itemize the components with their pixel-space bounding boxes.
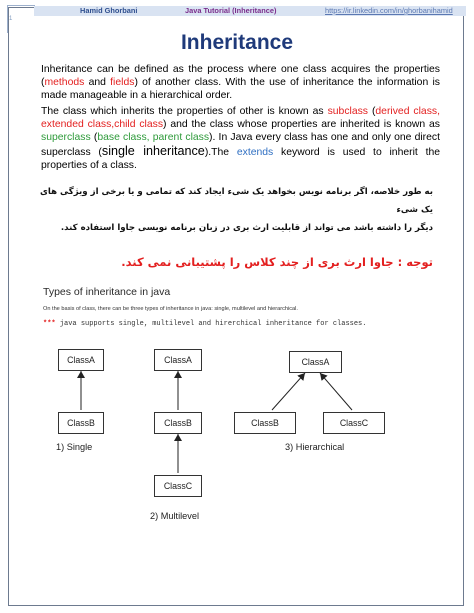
p2-subclass: subclass xyxy=(327,106,368,117)
farsi-line-2: دیگر را داشته باشد می تواند از قابلیت ارث بری در زبان برنامه نویسی جاوا استفاده کند. xyxy=(60,223,433,233)
single-class-a: ClassA xyxy=(58,349,104,371)
header-link[interactable]: https://ir.linkedin.com/in/ghorbanihamid xyxy=(325,6,453,15)
single-caption: 1) Single xyxy=(56,442,93,452)
diagram-description: On the basis of class, there can be three types of inheritance in java: single, multilevel and hierarchical. xyxy=(43,306,298,312)
p1-methods: methods xyxy=(44,77,85,89)
farsi-line-1: به طور خلاصه، اگر برنامه نویس بخواهد یک شیء ایجاد کند که تمامی و یا برخی از ویژگی های یک شیء xyxy=(39,187,433,215)
multilevel-class-b: ClassB xyxy=(154,412,202,434)
p1-fields: fields xyxy=(110,77,135,89)
note-text: java supports single, multilevel and hirerchical inheritance for classes. xyxy=(55,320,367,328)
page-title: Inheritance xyxy=(180,31,294,54)
p2-text-6: ).The xyxy=(204,146,237,158)
p1-text-3: ) of another class. With the use of inheritance the information is made manageable in a hierarchical order. xyxy=(41,77,440,102)
p1-text-1: Inheritance can be defined as the process where one class acquires the properties ( xyxy=(41,64,440,89)
page-number: 1 xyxy=(9,16,13,22)
hierarchical-caption: 3) Hierarchical xyxy=(285,442,345,452)
p2-text-3: ) and the class whose properties are inherited is known as xyxy=(163,119,440,131)
p2-text-1: The class which inherits the properties of other is known as xyxy=(41,106,328,117)
note-stars: *** xyxy=(43,320,56,328)
p2-superclass: superclass xyxy=(41,132,91,144)
header-title: Java Tutorial (Inheritance) xyxy=(185,6,277,15)
p2-text-4: ( xyxy=(90,132,98,144)
hierarchical-class-c: ClassC xyxy=(323,412,385,434)
multilevel-caption: 2) Multilevel xyxy=(150,511,200,521)
hierarchical-class-b: ClassB xyxy=(234,412,296,434)
p2-base: base class, parent class xyxy=(97,132,210,144)
p1-text-2: and xyxy=(84,77,111,89)
p2-derived: derived class, extended class,child class xyxy=(41,106,440,131)
hierarchical-arrow-left xyxy=(272,373,305,410)
multilevel-class-a: ClassA xyxy=(154,349,202,371)
single-class-b: ClassB xyxy=(58,412,104,434)
p2-text-5: ). In Java every class has one and only one direct superclass ( xyxy=(41,132,440,158)
p2-text-2: ( xyxy=(368,106,376,117)
farsi-note: توجه : جاوا ارث بری از چند کلاس را پشتیبانی نمی کند. xyxy=(121,255,433,269)
p2-single: single inheritance xyxy=(101,143,205,158)
p2-extends: extends xyxy=(236,146,274,158)
p2-text-7: keyword is used to inherit the properties of a class. xyxy=(41,146,441,171)
diagram-heading: Types of inheritance in java xyxy=(43,286,171,298)
multilevel-class-c: ClassC xyxy=(154,475,202,497)
hierarchical-arrow-right xyxy=(320,373,352,410)
hierarchical-class-a: ClassA xyxy=(289,351,342,373)
header-author: Hamid Ghorbani xyxy=(80,6,138,15)
